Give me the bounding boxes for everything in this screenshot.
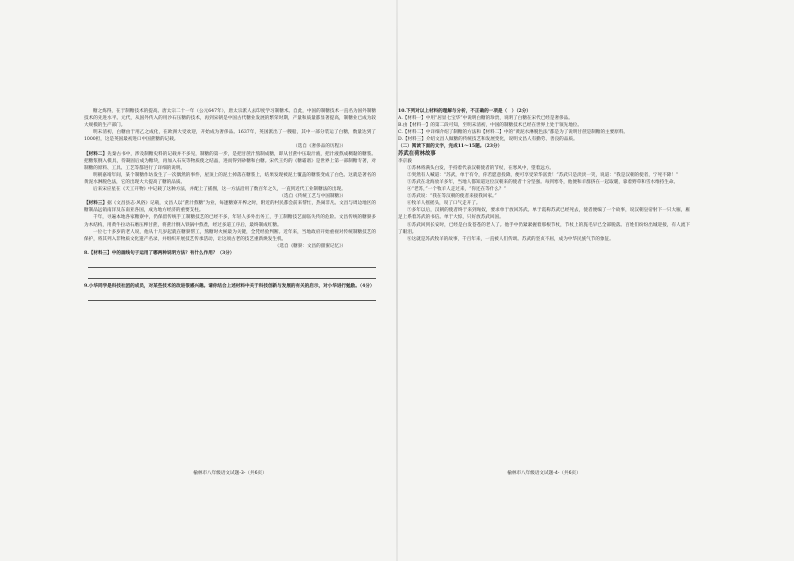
passage-paragraph: ①苏林将满头白发，手持着代表汉朝使者的节杖，在寒风中，望着远方。: [407, 165, 555, 171]
left-page: [84, 108, 376, 301]
page-fold: [396, 0, 398, 561]
section-heading: （二）阅读下面的文字，完成11～15题。（23分）: [398, 144, 503, 150]
option-b: B.由【材料一】的第二段可知，至明末清初，中国的制糖技术已经在世界上处于领先地位。: [398, 123, 582, 129]
option-d: D.【材料三】介绍文昌人做糖的传统技艺和发展变化，说明文昌人有勤劳、善良的品质。: [398, 137, 578, 143]
page-footer: 榆林市八年级语文试题-3-（共6页）: [193, 471, 267, 476]
page-footer: 榆林市八年级语文试题-4-（共6页）: [507, 471, 581, 476]
right-page: [398, 108, 690, 243]
source-note: （选自《糖寮：文昌的甜蜜记忆》）: [274, 243, 346, 249]
answer-line[interactable]: [88, 291, 376, 301]
passage-author: 李京毅: [398, 158, 412, 164]
passage-paragraph: ⑥牧羊人摇摇头，叹了口气走开了。: [407, 201, 481, 207]
source-note: （选自《奢侈品的历程》）: [293, 144, 346, 150]
answer-line[interactable]: [88, 269, 376, 279]
passage-paragraph: ④“老苏，”一个牧羊人走过来，“你还在等什么？”: [407, 187, 506, 193]
passage-paragraph: 明朝嘉靖年间，某个制糖作坊发生了一次偶然的事件，屋顶上的泥土掉落在糖浆上，结果发现被泥土覆盖的糖浆变成了白色。这就是著名的黄泥水淋脱色法，它的出现大大提高了糖的品质。: [84, 172, 376, 185]
passage-paragraph: 糖之炼得，在于制糖技术的提高。唐太宗二十一年（公元647年），唐太宗派人去印度学习制糖术。自此，中国的制糖技术一直名为国外制糖技术的先进水平。元代，从国外传入的用沙石压糖的技术，再到宋朝是中国古代糖业发展的繁荣时期，产量和质量都显著提高，制糖业已成为较大规模的生产部门。: [84, 109, 376, 129]
passage-paragraph: 据《文昌县志·风俗》记载，文昌人以“蔗汁熬糖”为业，每逢糖寮开榨之时，附近的村民都会前来帮忙，热闹非凡。文昌与周边地区的糖制品远销南洋及东南亚各国，成为地方经济的重要支柱。: [84, 201, 376, 214]
material-label: 【材料二】: [84, 151, 108, 157]
passage-paragraph: ⑧苏武回到长安时，已经是白发苍苍的老人了。他手中仍紧紧握着那根节杖，节杖上的旄毛早已全部脱落。百姓们纷纷出城迎接，有人流下了眼泪。: [398, 222, 690, 235]
passage-paragraph: 后来宋应星在《天工开物》中记载了这种方法，并配上了插图，这一方法沿用了数百年之久，一直到近代工业制糖法的出现。: [93, 187, 346, 193]
option-a: A.【材料一】中用“居显七宝华”中说明白糖的珍贵，说明了白糖在宋代已经是奢侈品。: [398, 116, 573, 122]
passage-paragraph: ⑤苏武说：“我在等汉朝的使者来接我回家。”: [407, 194, 497, 200]
passage-paragraph: 明末清初，白糖由于用乙之成化，在欧洲大受欢迎，开始成为奢侈品。1637年，英国派出了一艘船，其中一部分装运了白糖，数量达到了1000担，这是英国最初进口中国蔗糖的记载。: [84, 130, 376, 143]
material-two: [84, 151, 376, 172]
question-9: 9.小华同学是科技社团的成员，对某些技术的改进很感兴趣。请你结合上述材料中关于科技创新与发展的有关的启示，对小华进行勉励。（4分）: [84, 283, 375, 289]
passage-paragraph: 千年，寻遍本地各家糖寮中，仍保留传统手工制糖技艺的已经不多，年轻人多外出务工，手工制糖技艺面临失传的危险。文昌传统的糖寮多为木结构，用黄牛拉动石磨压榨甘蔗，将蔗汁倒入铁锅中熬煮，经过多道工序后，最终制成红糖。: [84, 215, 376, 228]
question-10: 10.下列对以上材料的理解与分析，不正确的一项是（ ）（2分）: [398, 109, 531, 114]
passage-title: 苏武在荷林故事: [398, 150, 436, 157]
answer-line[interactable]: [88, 258, 376, 268]
material-label: 【材料三】: [84, 201, 108, 207]
question-8: 8.【材料三】中的画线句子运用了哪两种说明方法？有什么作用？（3分）: [84, 250, 235, 256]
passage-paragraph: 先秦古书中，涉及制糖史料的记载并不多见，制糖的第一步，是把甘蔗汁熬制成糖，即从甘蔗中压取汁液，把汁液熬成稠黏的糖浆。把糖浆倒入模具，待凝固后成为糖块，再加入石灰等物质使之结晶，进而得到砂糖和白糖。宋代王灼的《糖霜谱》是世界上第一部制糖专著，对制糖的原料、工具、工艺等都进行了详细的说明。: [84, 151, 376, 171]
passage-paragraph: ③苏武在北海放羊多年，当地人都知道这位汉朝来的使者十分坚强。每到寒冬，他便和羊群挤在一起取暖，靠着野草和雪水维持生命。: [407, 179, 679, 185]
passage-paragraph: ⑨这就是苏武牧羊的故事，千百年来，一直被人们传颂。苏武的坚贞不屈，成为中华民族气节的象征。: [407, 236, 614, 242]
option-c: C.【材料二】中详细介绍了制糖的方法和【材料二】中的“黄泥水淋脱色法”都是为了说明甘蔗是制糖的主要原料。: [398, 130, 629, 136]
material-three: [84, 200, 376, 214]
passage-paragraph: ②突然有人喊道：“苏武，单于有令，你若愿意投降，便可享受荣华富贵！”苏武只是淡淡一笑，说道：“我是汉朝的使者，宁死不降！”: [407, 172, 679, 178]
passage-paragraph: 一位七十多岁的老人说，他从十几岁起就在糖寮帮工，熬糖时火候最为关键，全凭经验判断。近年来，当地政府开始重视对传统制糖技艺的保护，将其列入非物质文化遗产名录，并组织开展技艺传承活动，让这项古老的技艺重新焕发生机。: [84, 229, 376, 242]
passage-paragraph: ⑦多年以后，汉朝的使者终于来到匈奴，要求单于放回苏武。单于谎称苏武已经死去，使者便编了一个故事，说汉朝皇帝射下一只大雁，雁足上系着苏武的书信。单于大惊，只好放苏武回国。: [398, 208, 690, 221]
source-note: （选自《传统工艺与中国制糖》）: [279, 194, 346, 200]
